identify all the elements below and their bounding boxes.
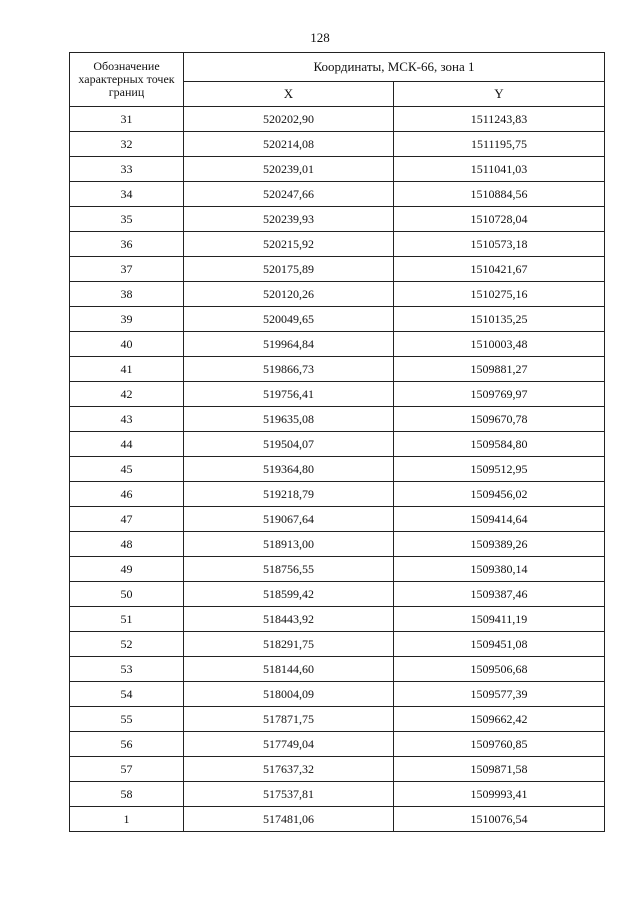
- y-cell: 1510003,48: [394, 332, 605, 357]
- point-cell: 42: [70, 382, 184, 407]
- x-cell: 520239,01: [184, 157, 394, 182]
- point-cell: 34: [70, 182, 184, 207]
- table-row: [70, 107, 605, 132]
- table-row: [70, 332, 605, 357]
- point-cell: 37: [70, 257, 184, 282]
- x-cell: 519866,73: [184, 357, 394, 382]
- y-cell: 1509577,39: [394, 682, 605, 707]
- x-cell: 517871,75: [184, 707, 394, 732]
- point-cell: 53: [70, 657, 184, 682]
- point-cell: 44: [70, 432, 184, 457]
- y-cell: 1509769,97: [394, 382, 605, 407]
- point-cell: 58: [70, 782, 184, 807]
- point-cell: 46: [70, 482, 184, 507]
- y-cell: 1509506,68: [394, 657, 605, 682]
- y-cell: 1509584,80: [394, 432, 605, 457]
- point-cell: 50: [70, 582, 184, 607]
- table-row: [70, 557, 605, 582]
- x-cell: 517481,06: [184, 807, 394, 832]
- y-cell: 1510421,67: [394, 257, 605, 282]
- table-row: [70, 432, 605, 457]
- y-cell: 1509670,78: [394, 407, 605, 432]
- table-row: [70, 607, 605, 632]
- table-row: [70, 782, 605, 807]
- y-cell: 1509411,19: [394, 607, 605, 632]
- y-cell: 1510076,54: [394, 807, 605, 832]
- x-cell: 519364,80: [184, 457, 394, 482]
- table-row: [70, 157, 605, 182]
- x-cell: 520239,93: [184, 207, 394, 232]
- point-cell: 39: [70, 307, 184, 332]
- header-coordinates: Координаты, МСК-66, зона 1: [184, 53, 605, 82]
- x-cell: 520049,65: [184, 307, 394, 332]
- header-y: Y: [394, 82, 605, 107]
- point-cell: 52: [70, 632, 184, 657]
- point-cell: 36: [70, 232, 184, 257]
- table-row: [70, 132, 605, 157]
- point-cell: 1: [70, 807, 184, 832]
- point-cell: 41: [70, 357, 184, 382]
- table-row: [70, 507, 605, 532]
- x-cell: 519218,79: [184, 482, 394, 507]
- table-row: [70, 232, 605, 257]
- point-cell: 54: [70, 682, 184, 707]
- y-cell: 1509389,26: [394, 532, 605, 557]
- table-row: [70, 382, 605, 407]
- y-cell: 1509387,46: [394, 582, 605, 607]
- table-row: [70, 257, 605, 282]
- y-cell: 1509662,42: [394, 707, 605, 732]
- x-cell: 517637,32: [184, 757, 394, 782]
- table-row: [70, 357, 605, 382]
- table-row: [70, 182, 605, 207]
- y-cell: 1509760,85: [394, 732, 605, 757]
- table-row: [70, 532, 605, 557]
- point-cell: 56: [70, 732, 184, 757]
- x-cell: 519756,41: [184, 382, 394, 407]
- x-cell: 520120,26: [184, 282, 394, 307]
- point-cell: 48: [70, 532, 184, 557]
- table-row: [70, 707, 605, 732]
- point-cell: 55: [70, 707, 184, 732]
- point-cell: 49: [70, 557, 184, 582]
- x-cell: 519067,64: [184, 507, 394, 532]
- y-cell: 1509871,58: [394, 757, 605, 782]
- x-cell: 518144,60: [184, 657, 394, 682]
- point-cell: 33: [70, 157, 184, 182]
- y-cell: 1511041,03: [394, 157, 605, 182]
- table-row: [70, 682, 605, 707]
- x-cell: 518004,09: [184, 682, 394, 707]
- y-cell: 1510573,18: [394, 232, 605, 257]
- y-cell: 1510275,16: [394, 282, 605, 307]
- table-row: [70, 482, 605, 507]
- y-cell: 1510884,56: [394, 182, 605, 207]
- y-cell: 1509512,95: [394, 457, 605, 482]
- y-cell: 1509993,41: [394, 782, 605, 807]
- x-cell: 519504,07: [184, 432, 394, 457]
- y-cell: 1511243,83: [394, 107, 605, 132]
- table-row: [70, 582, 605, 607]
- x-cell: 520214,08: [184, 132, 394, 157]
- point-cell: 47: [70, 507, 184, 532]
- y-cell: 1509881,27: [394, 357, 605, 382]
- x-cell: 518291,75: [184, 632, 394, 657]
- y-cell: 1509456,02: [394, 482, 605, 507]
- table-body: [70, 107, 605, 832]
- x-cell: 517749,04: [184, 732, 394, 757]
- y-cell: 1509414,64: [394, 507, 605, 532]
- x-cell: 520202,90: [184, 107, 394, 132]
- y-cell: 1510135,25: [394, 307, 605, 332]
- point-cell: 32: [70, 132, 184, 157]
- point-cell: 35: [70, 207, 184, 232]
- page-number: 128: [310, 30, 330, 45]
- table-row: [70, 757, 605, 782]
- x-cell: 520175,89: [184, 257, 394, 282]
- table-row: [70, 807, 605, 832]
- table-row: [70, 457, 605, 482]
- table-row: [70, 282, 605, 307]
- x-cell: 518599,42: [184, 582, 394, 607]
- table-row: [70, 407, 605, 432]
- table-row: [70, 207, 605, 232]
- header-point-designation: Обозначение характерных точек границ: [70, 53, 184, 107]
- point-cell: 51: [70, 607, 184, 632]
- y-cell: 1511195,75: [394, 132, 605, 157]
- coordinates-table: [69, 52, 605, 832]
- point-cell: 45: [70, 457, 184, 482]
- x-cell: 517537,81: [184, 782, 394, 807]
- table-row: [70, 307, 605, 332]
- x-cell: 519964,84: [184, 332, 394, 357]
- table-row: [70, 732, 605, 757]
- header-x: X: [184, 82, 394, 107]
- x-cell: 519635,08: [184, 407, 394, 432]
- x-cell: 518913,00: [184, 532, 394, 557]
- y-cell: 1510728,04: [394, 207, 605, 232]
- point-cell: 43: [70, 407, 184, 432]
- x-cell: 518756,55: [184, 557, 394, 582]
- y-cell: 1509380,14: [394, 557, 605, 582]
- table-row: [70, 632, 605, 657]
- x-cell: 520215,92: [184, 232, 394, 257]
- x-cell: 518443,92: [184, 607, 394, 632]
- x-cell: 520247,66: [184, 182, 394, 207]
- point-cell: 38: [70, 282, 184, 307]
- y-cell: 1509451,08: [394, 632, 605, 657]
- point-cell: 40: [70, 332, 184, 357]
- point-cell: 31: [70, 107, 184, 132]
- table-row: [70, 657, 605, 682]
- point-cell: 57: [70, 757, 184, 782]
